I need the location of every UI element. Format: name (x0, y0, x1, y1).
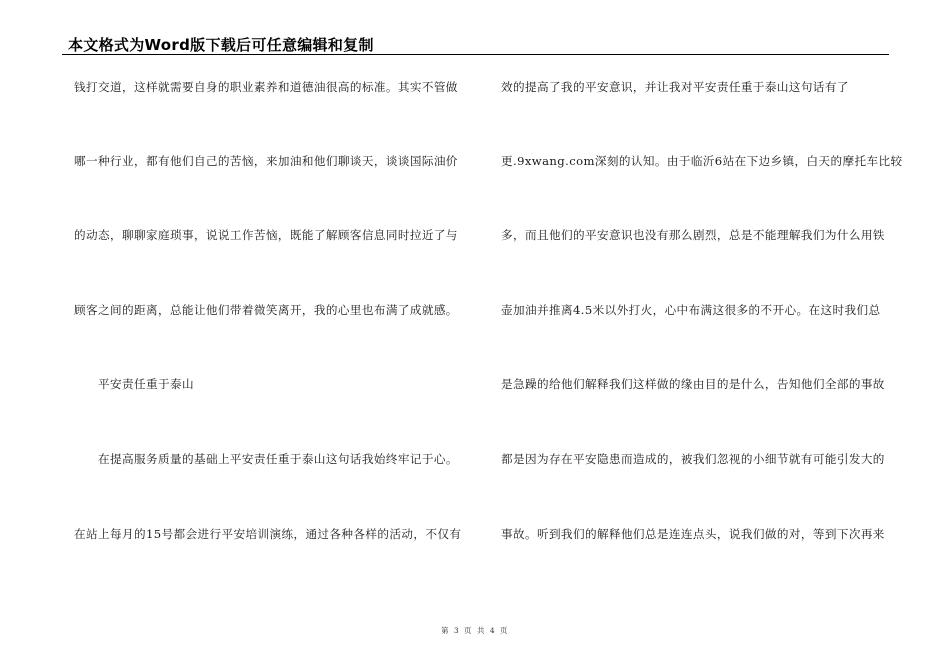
text-line: 都是因为存在平安隐患而造成的，被我们忽视的小细节就有可能引发大的 (501, 452, 885, 466)
text-line: 效的提高了我的平安意识，并让我对平安责任重于泰山这句话有了 (501, 80, 849, 94)
header-title: 本文格式为Word版下载后可任意编辑和复制 (68, 36, 374, 54)
page-number: 第 3 页 共 4 页 (441, 626, 509, 635)
text-line: 多，而且他们的平安意识也没有那么剧烈，总是不能理解我们为什么用铁 (501, 228, 885, 242)
text-line: 在提高服务质量的基础上平安责任重于泰山这句话我始终牢记于心。 (98, 452, 458, 466)
text-line: 在站上每月的15号都会进行平安培训演练，通过各种各样的活动，不仅有 (74, 527, 462, 541)
text-line: 钱打交道，这样就需要自身的职业素养和道德油很高的标准。其实不管做 (74, 80, 458, 94)
text-line: 更.9xwang.com深刻的认知。由于临沂6站在下边乡镇，白天的摩托车比较 (501, 154, 903, 168)
text-line: 是急躁的给他们解释我们这样做的缘由目的是什么，告知他们全部的事故 (501, 377, 885, 391)
section-heading: 平安责任重于泰山 (98, 377, 194, 391)
text-line: 壶加油并推离4.5米以外打火，心中布满这很多的不开心。在这时我们总 (501, 303, 881, 317)
text-line: 顾客之间的距离，总能让他们带着微笑离开，我的心里也布满了成就感。 (74, 303, 458, 317)
text-line: 的动态，聊聊家庭琐事，说说工作苦恼，既能了解顾客信息同时拉近了与 (74, 228, 458, 242)
document-header (68, 34, 888, 54)
header-rule (62, 54, 889, 55)
text-line: 哪一种行业，都有他们自己的苦恼，来加油和他们聊谈天，谈谈国际油价 (74, 154, 458, 168)
text-line: 事故。听到我们的解释他们总是连连点头，说我们做的对，等到下次再来 (501, 527, 885, 541)
